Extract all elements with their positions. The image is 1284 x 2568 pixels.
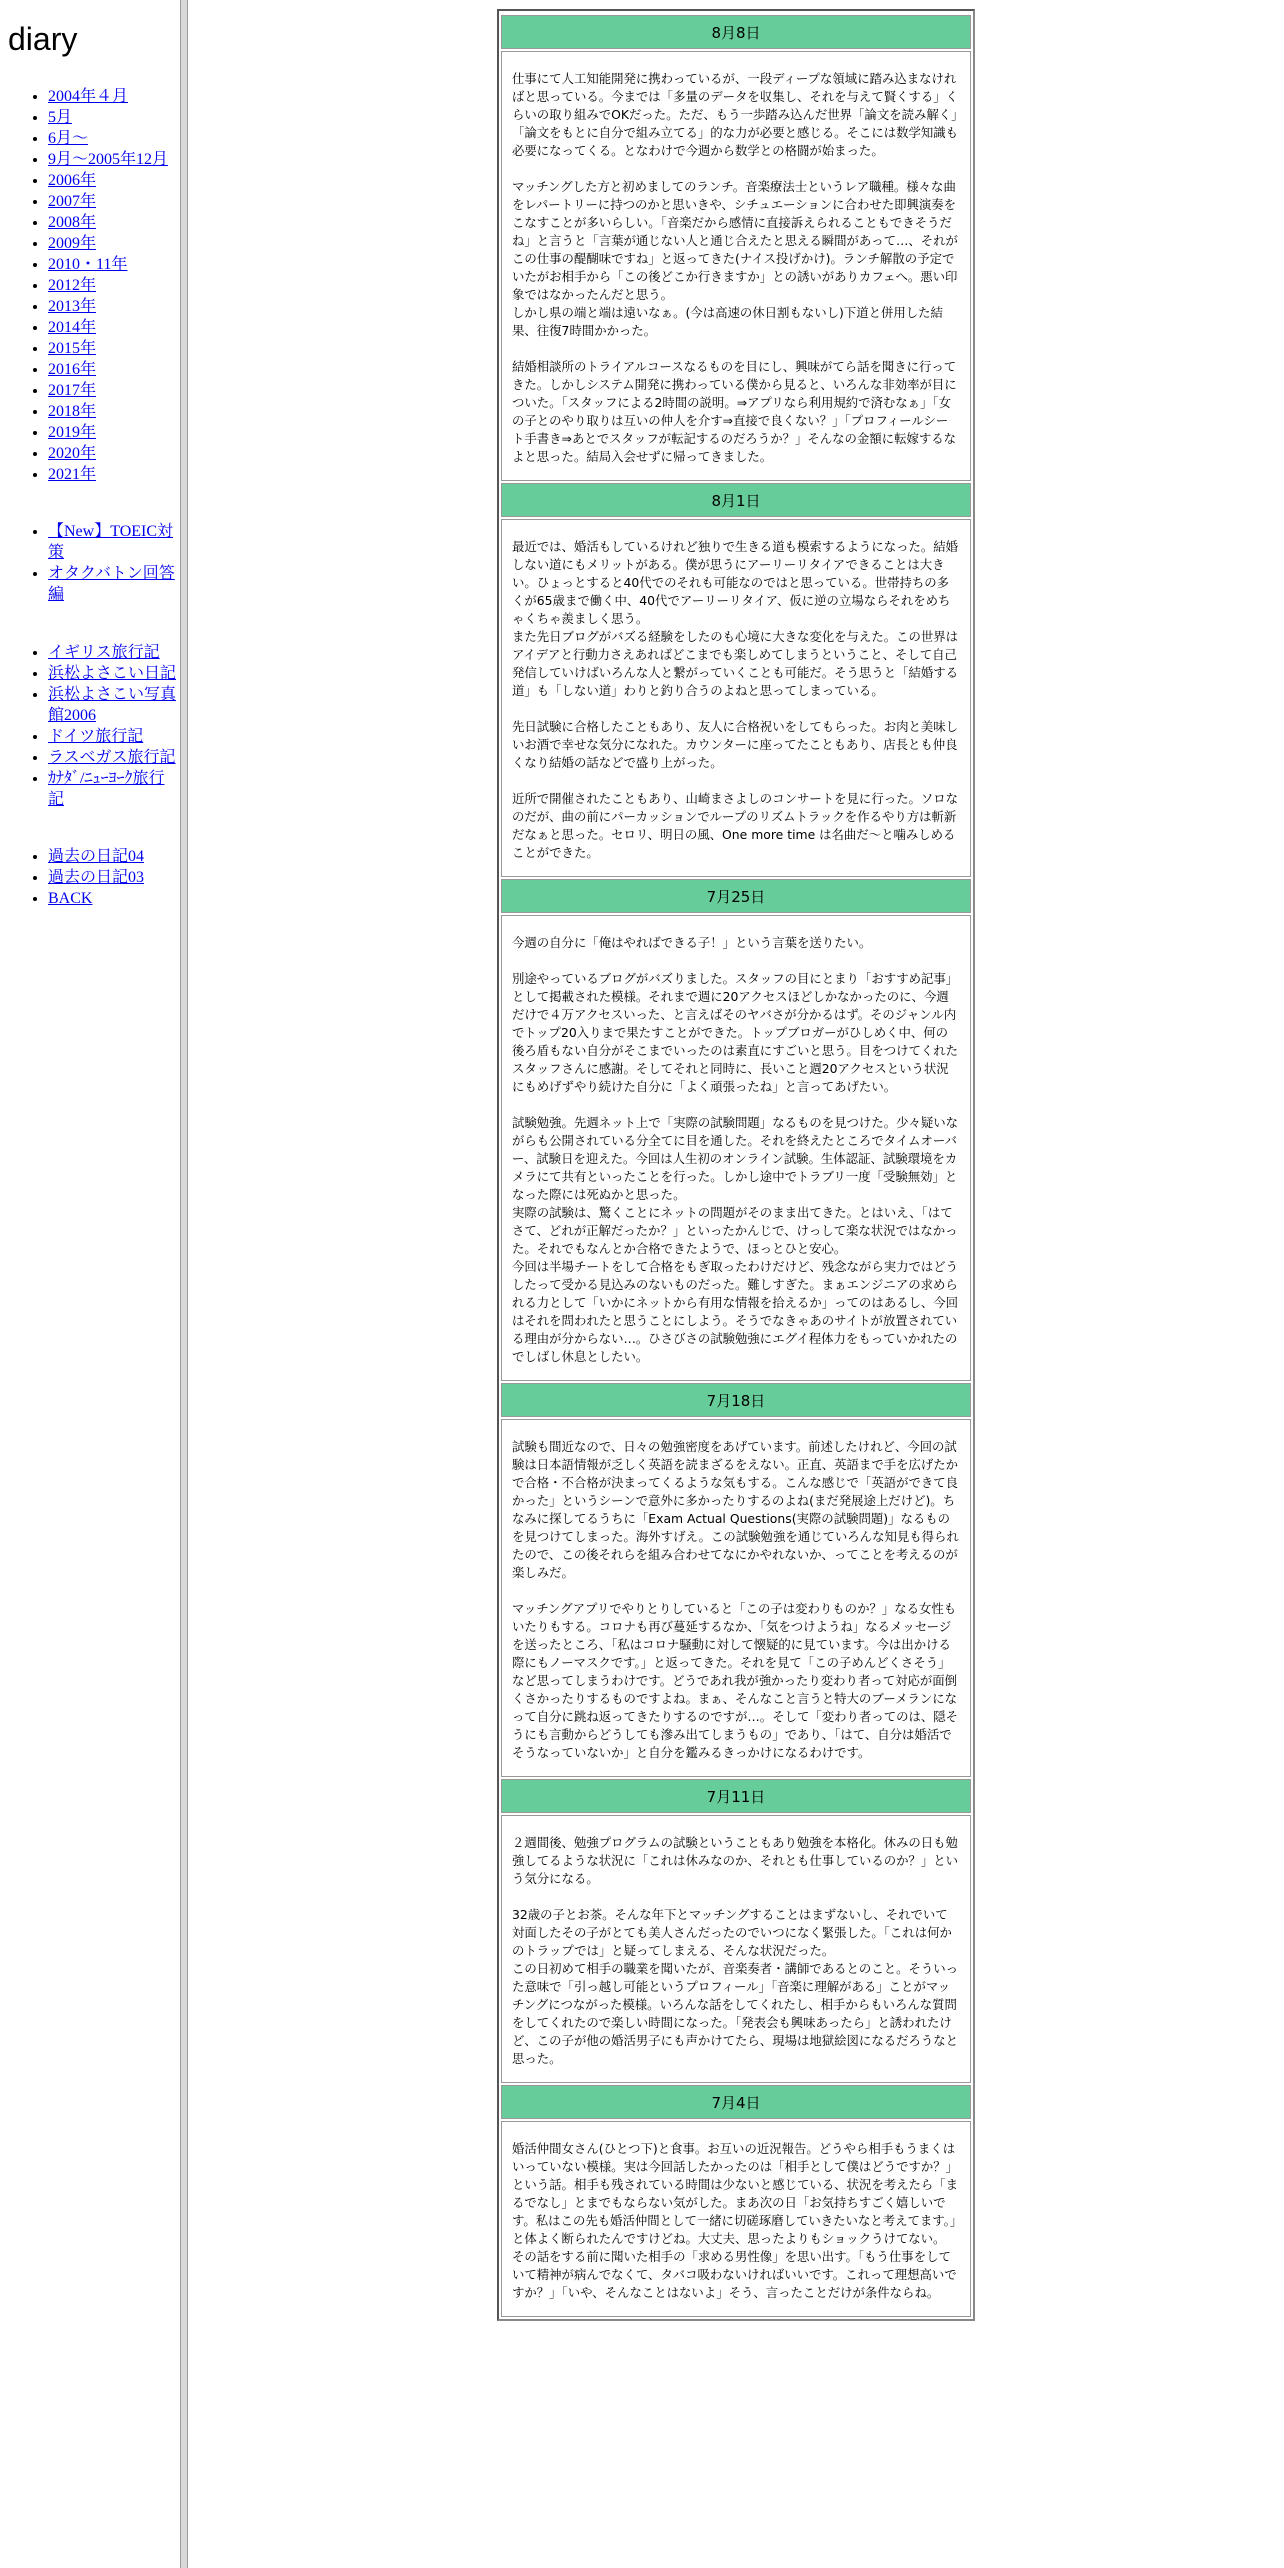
year-item [48, 401, 180, 422]
travel-item [48, 747, 180, 768]
travel-link[interactable]: 浜松よさこい日記 [48, 665, 177, 682]
year-item [48, 338, 180, 359]
entry-date-header: 7月18日 [501, 1383, 971, 1417]
travel-link[interactable]: ドイツ旅行記 [48, 728, 144, 745]
entry-paragraph: マッチングした方と初めましてのランチ。音楽療法士というレア職種。様々な曲をレパートリーに持つのかと思いきや、シチュエーションに合わせた即興演奏をこなすことが多いらしい。「音楽だから感情に直接訴えられることもできそうだね」と言うと「言葉が通じない人と通じ合えたと思える瞬間があって…、それがこの仕事の醍醐味ですね」と返ってきた(ナイス投げかけ)。ランチ解散の予定でいたがお相手から「この後どこか行きますか」との誘いがありカフェへ。悪い印象ではなかったんだと思う。 しかし県の端と端は遠いなぁ。(今は高速の休日割もないし)下道と併用した結果、往復7時間かかった。 [512, 179, 958, 338]
entry-paragraph: ２週間後、勉強プログラムの試験ということもあり勉強を本格化。休みの日も勉強してるような状況に「これは休みなのか、それとも仕事しているのか？」という気分になる。 [512, 1835, 959, 1886]
year-link[interactable]: 2010・11年 [48, 256, 128, 273]
entry-date-header: 8月8日 [501, 15, 971, 49]
year-item [48, 317, 180, 338]
frame-divider[interactable] [180, 0, 188, 2568]
feature-link[interactable]: オタクバトン回答編 [48, 565, 175, 603]
year-item [48, 86, 180, 107]
diary-frame [188, 0, 1284, 2568]
archive-link[interactable]: 過去の日記04 [48, 848, 145, 865]
year-item [48, 212, 180, 233]
year-item [48, 254, 180, 275]
entry-paragraph: 今週の自分に「俺はやればできる子！」という言葉を送りたい。 [512, 935, 872, 950]
entry-paragraph: 仕事にて人工知能開発に携わっているが、一段ディープな領域に踏み込まなければと思っている。今までは「多量のデータを収集し、それを与えて賢くする」くらいの取り組みでOKだった。ただ、もう一歩踏み込んだ世界「論文を読み解く」「論文をもとに自分で組み立てる」的な力が必要と感じる。そこには数学知識も必要になってくる。となわけで今週から数学との格闘が始まった。 [512, 71, 959, 158]
year-link[interactable]: 5月 [48, 109, 73, 126]
year-link[interactable]: 2021年 [48, 466, 97, 483]
year-item [48, 107, 180, 128]
year-item [48, 275, 180, 296]
year-item [48, 422, 180, 443]
entry-paragraph: 32歳の子とお茶。そんな年下とマッチングすることはまずないし、それでいて対面したその子がとても美人さんだったのでいつになく緊張した。「これは何かのトラップでは」と疑ってしまえる、そんな状況だった。 この日初めて相手の職業を聞いたが、音楽奏者・講師であるとのこと。そういった意味で「引っ越し可能というプロフィール」「音楽に理解がある」ことがマッチングにつながった模様。いろんな話をしてくれたし、相手からもいろんな質問をしてくれたので楽しい時間になった。「発表会も興味あったら」と誘われたけど、この子が他の婚活男子にも声かけてたら、現場は地獄絵図になるだろうなと思った。 [512, 1907, 959, 2066]
travel-link[interactable]: ラスベガス旅行記 [48, 749, 176, 766]
travel-item [48, 663, 180, 684]
year-link[interactable]: 6月～ [48, 130, 89, 147]
entry-paragraph: 婚活仲間女さん(ひとつ下)と食事。お互いの近況報告。どうやら相手もうまくはいっていない模様。実は今回話したかったのは「相手として僕はどうですか？」という話。相手も残されている時間は少ないと感じている、状況を考えたら「まるでなし」とまでもならない気がした。まあ次の日「お気持ちすごく嬉しいです。私はこの先も婚活仲間として一緒に切磋琢磨していきたいなと考えてます。」と体よく断られたんですけどね。大丈夫、思ったよりもショックうけてない。 その話をする前に聞いた相手の「求める男性像」を思い出す。「もう仕事をしていて精神が病んでなくて、タバコ吸わないければいいです。これって理想高いですか？」「いや、そんなことはないよ」そう、言ったことだけが条件ならね。 [512, 2141, 959, 2300]
year-link[interactable]: 2019年 [48, 424, 97, 441]
sidebar [0, 0, 180, 2568]
feature-item [48, 563, 180, 605]
entry-body [501, 1815, 971, 2083]
feature-item [48, 521, 180, 563]
year-link[interactable]: 2012年 [48, 277, 97, 294]
archive-item [48, 867, 180, 888]
year-link[interactable]: 2008年 [48, 214, 97, 231]
travel-link[interactable]: イギリス旅行記 [48, 644, 160, 661]
year-link[interactable]: 2009年 [48, 235, 97, 252]
travel-link[interactable]: ｶﾅﾀﾞ/ﾆｭｰﾖｰｸ旅行記 [48, 770, 165, 808]
entry-date-header: 7月25日 [501, 879, 971, 913]
travel-item [48, 684, 180, 726]
diary-entry [501, 879, 971, 1381]
entry-body [501, 1419, 971, 1777]
archive-link[interactable]: BACK [48, 890, 93, 907]
site-title: diary [8, 21, 78, 57]
year-item [48, 191, 180, 212]
diary-entry [501, 2085, 971, 2317]
year-item [48, 464, 180, 485]
year-link-list [0, 86, 180, 485]
feature-link-list [0, 521, 180, 605]
year-item [48, 233, 180, 254]
diary-entry [501, 1383, 971, 1777]
travel-item [48, 642, 180, 663]
feature-link[interactable]: 【New】TOEIC対策 [48, 523, 174, 561]
entry-paragraph: 先日試験に合格したこともあり、友人に合格祝いをしてもらった。お肉と美味しいお酒で幸せな気分になれた。カウンターに座ってたこともあり、店長とも仲良くなり結婚の話などで盛り上がった。 [512, 719, 959, 770]
entry-body [501, 2121, 971, 2317]
year-item [48, 296, 180, 317]
entry-paragraph: 別途やっているブログがバズりました。スタッフの目にとまり「おすすめ記事」として掲載された模様。それまで週に20アクセスほどしかなかったのに、今週だけで４万アクセスいった、と言えばそのヤバさが分かるはず。そのジャンル内でトップ20入りまで果たすことができた。トップブロガーがひしめく中、何の後ろ盾もない自分がそこまでいったのは素直にすごいと思う。目をつけてくれたスタッフさんに感謝。そしてそれと同時に、長いこと週20アクセスという状況にもめげずやり続けた自分に「よく頑張ったね」と言ってあげたい。 [512, 971, 959, 1094]
entry-paragraph: マッチングアプリでやりとりしていると「この子は変わりものか？」なる女性もいたりもする。コロナも再び蔓延するなか、「気をつけようね」なるメッセージを送ったところ、「私はコロナ騒動に対して懐疑的に見ています。今は出かける際にもノーマスクです。」と返ってきた。それを見て「この子めんどくさそう」など思ってしまうわけです。どうであれ我が強かったり変わり者って対応が面倒くさかったりするものですよね。まぁ、そんなこと言うと特大のブーメランになって自分に跳ね返ってきたりするのですが…。そして「変わり者ってのは、隠そうにも言動からどうしても滲み出てしまうもの」であり、「はて、自分は婚活でそうなっていないか」と自分を鑑みるきっかけになるわけです。 [512, 1601, 959, 1760]
diary-entry [501, 1779, 971, 2083]
entry-date-header: 8月1日 [501, 483, 971, 517]
archive-item [48, 888, 180, 909]
diary-entry [501, 483, 971, 877]
entry-date-header: 7月11日 [501, 1779, 971, 1813]
entry-date-header: 7月4日 [501, 2085, 971, 2119]
entry-body [501, 519, 971, 877]
year-link[interactable]: 2004年４月 [48, 88, 129, 105]
year-link[interactable]: 2013年 [48, 298, 97, 315]
year-link[interactable]: 2020年 [48, 445, 97, 462]
year-item [48, 443, 180, 464]
entry-paragraph: 試験勉強。先週ネット上で「実際の試験問題」なるものを見つけた。少々疑いながらも公開されている分全てに目を通した。それを終えたところでタイムオーバー、試験日を迎えた。今回は人生初のオンライン試験。生体認証、試験環境をカメラにて共有といったことを行った。しかし途中でトラブリ一度「受験無効」となった際には死ぬかと思った。 実際の試験は、驚くことにネットの問題がそのまま出てきた。とはいえ、「はてさて、どれが正解だったか？」といったかんじで、けっして楽な状況ではなかった。それでもなんとか合格できたようで、ほっとひと安心。 今回は半場チートをして合格をもぎ取ったわけだけど、残念ながら実力ではどうしたって受かる見込みのないものだった。難しすぎた。まぁエンジニアの求められる力として「いかにネットから有用な情報を拾えるか」ってのはあるし、今回はそれを問われたと思うことにしよう。そうでなきゃあのサイトが放置されている理由が分からない…。ひさびさの試験勉強にエグイ程体力をもっていかれたのでしばし休息としたい。 [512, 1115, 959, 1364]
year-link[interactable]: 2018年 [48, 403, 97, 420]
archive-link[interactable]: 過去の日記03 [48, 869, 145, 886]
entry-paragraph: 近所で開催されたこともあり、山崎まさよしのコンサートを見に行った。ソロなのだが、曲の前にパーカッションでループのリズムトラックを作るやり方は斬新だなぁと思った。セロリ、明日の風、One more time は名曲だ～と噛みしめることができた。 [512, 791, 959, 860]
year-link[interactable]: 9月～2005年12月 [48, 151, 169, 168]
year-link[interactable]: 2006年 [48, 172, 97, 189]
diary-entry [501, 15, 971, 481]
entry-paragraph: 最近では、婚活もしているけれど独りで生きる道も模索するようになった。結婚しない道にもメリットがある。僕が思うにアーリーリタイアできることは大きい。ひょっとすると40代でのそれも可能なのではと思っている。世帯持ちの多くが65歳まで働く中、40代でアーリーリタイア、仮に逆の立場ならそれをめちゃくちゃ羨ましく思う。 また先日ブログがバズる経験をしたのも心境に大きな変化を与えた。この世界はアイデアと行動力さえあればどこまでも楽しめてしまうということ、そして自己発信していけばいろんな人と繋がっていくことも可能だ。そう思うと「結婚する道」も「しない道」わりと釣り合うのよねと思ってしまっている。 [512, 539, 959, 698]
entry-body [501, 51, 971, 481]
entry-body [501, 915, 971, 1381]
travel-item [48, 768, 180, 810]
year-link[interactable]: 2007年 [48, 193, 97, 210]
year-link[interactable]: 2016年 [48, 361, 97, 378]
year-link[interactable]: 2015年 [48, 340, 97, 357]
year-link[interactable]: 2017年 [48, 382, 97, 399]
year-item [48, 170, 180, 191]
year-item [48, 359, 180, 380]
travel-link[interactable]: 浜松よさこい写真館2006 [48, 686, 177, 724]
year-item [48, 149, 180, 170]
entry-paragraph: 試験も間近なので、日々の勉強密度をあげています。前述したけれど、今回の試験は日本語情報が乏しく英語を読まざるをえない。正直、英語まで手を広げたかで合格・不合格が決まってくるような気もする。こんな感じで「英語ができて良かった」というシーンで意外に多かったりするのよね(まだ発展途上だけど)。ちなみに探してるうちに「Exam Actual Questions(実際の試験問題)」なるものを見つけてしまった。海外すげえ。この試験勉強を通じていろんな知見も得られたので、この後それらを組み合わせてなにかやれないか、ってことを考えるのが楽しみだ。 [512, 1439, 959, 1580]
entry-paragraph: 結婚相談所のトライアルコースなるものを目にし、興味がてら話を聞きに行ってきた。しかしシステム開発に携わっている僕から見ると、いろんな非効率が目についた。「スタッフによる2時間の説明。⇒アプリなら利用規約で済むなぁ」「女の子とのやり取りは互いの仲人を介す⇒直接で良くない？」「プロフィールシート手書き⇒あとでスタッフが転記するのだろうか？」そんなの金額に転嫁するなよと思った。結局入会せずに帰ってきました。 [512, 359, 957, 464]
year-item [48, 380, 180, 401]
archive-link-list [0, 846, 180, 909]
year-item [48, 128, 180, 149]
travel-item [48, 726, 180, 747]
diary-table [497, 9, 975, 2321]
year-link[interactable]: 2014年 [48, 319, 97, 336]
travel-link-list [0, 642, 180, 810]
archive-item [48, 846, 180, 867]
